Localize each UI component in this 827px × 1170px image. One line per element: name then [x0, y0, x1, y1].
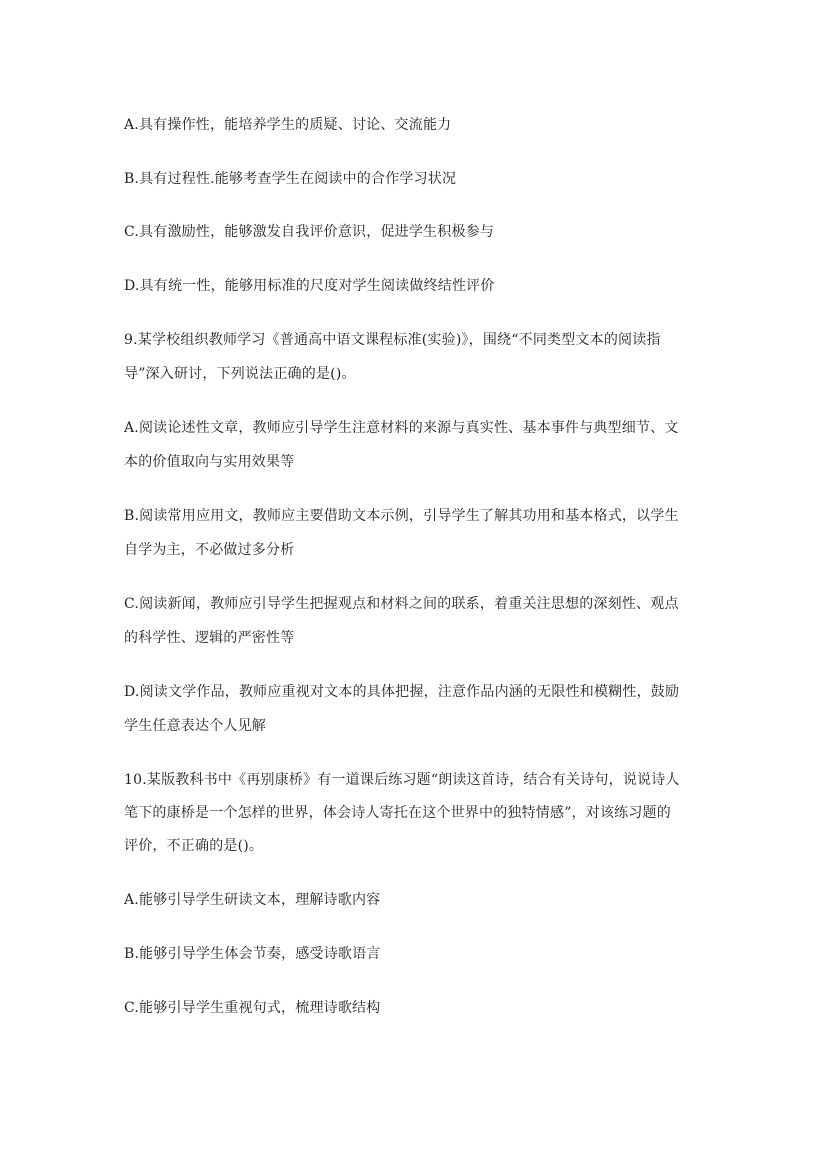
- q9-stem-line-1: 9.某学校组织教师学习《普通高中语文课程标准(实验)》，围绕“不同类型文本的阅读指: [124, 332, 661, 348]
- q9-option-a-line-1: A.阅读论述性文章，教师应引导学生注意材料的来源与真实性、基本事件与典型细节、文: [124, 420, 679, 436]
- q10-stem-line-1: 10.某版教科书中《再别康桥》有一道课后练习题“朗读这首诗，结合有关诗句，说说诗人: [124, 772, 680, 788]
- q10-option-a: A.能够引导学生研读文本，理解诗歌内容: [124, 892, 381, 908]
- q8-option-a: A.具有操作性，能培养学生的质疑、讨论、交流能力: [124, 117, 452, 133]
- q10-stem-line-3: 评价，不正确的是()。: [124, 838, 264, 854]
- q8-option-d: D.具有统一性，能够用标准的尺度对学生阅读做终结性评价: [124, 278, 495, 294]
- q9-option-c-line-2: 的科学性、逻辑的严密性等: [124, 630, 295, 646]
- q9-option-b-line-2: 自学为主，不必做过多分析: [124, 542, 295, 558]
- q8-option-b: B.具有过程性.能够考查学生在阅读中的合作学习状况: [124, 171, 457, 187]
- q10-option-c: C.能够引导学生重视句式，梳理诗歌结构: [124, 1000, 381, 1016]
- q10-option-b: B.能够引导学生体会节奏，感受诗歌语言: [124, 946, 381, 962]
- q9-stem-line-2: 导”深入研讨，下列说法正确的是()。: [124, 366, 356, 382]
- q9-option-b-line-1: B.阅读常用应用文，教师应主要借助文本示例，引导学生了解其功用和基本格式，以学生: [124, 508, 679, 524]
- q9-option-d-line-2: 学生任意表达个人见解: [124, 718, 266, 734]
- q9-option-c-line-1: C.阅读新闻，教师应引导学生把握观点和材料之间的联系，着重关注思想的深刻性、观点: [124, 596, 679, 612]
- q8-option-c: C.具有激励性，能够激发自我评价意识，促进学生积极参与: [124, 224, 495, 240]
- q10-stem-line-2: 笔下的康桥是一个怎样的世界，体会诗人寄托在这个世界中的独特情感”，对该练习题的: [124, 805, 671, 821]
- q9-option-a-line-2: 本的价值取向与实用效果等: [124, 454, 295, 470]
- q9-option-d-line-1: D.阅读文学作品，教师应重视对文本的具体把握，注意作品内涵的无限性和模糊性，鼓励: [124, 684, 680, 700]
